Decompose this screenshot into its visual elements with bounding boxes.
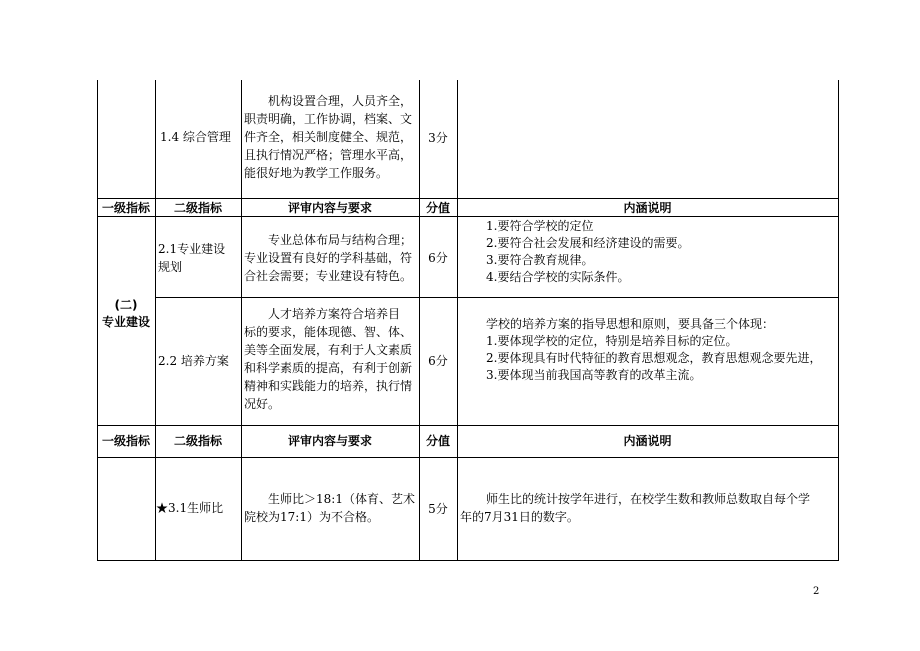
- level1-label: (二): [114, 298, 138, 312]
- content-line: 和科学素质的提高，有利于创新: [244, 361, 413, 375]
- notes-line: 4.要结合学校的实际条件。: [486, 270, 630, 284]
- content-line: 美等全面发展，有利于人文素质: [244, 343, 413, 357]
- level1-label: 专业建设: [101, 315, 150, 329]
- row-line: [97, 560, 839, 561]
- score: 6分: [428, 354, 448, 368]
- notes-line: 2.要体现具有时代特征的教育思想观念，教育思想观念要先进，: [486, 351, 822, 365]
- score: 6分: [428, 251, 448, 265]
- notes-line: 年的7月31日的数字。: [460, 510, 579, 524]
- content-line: 专业设置有良好的学科基础，符: [244, 251, 413, 265]
- notes-line: 3.要符合教育规律。: [486, 253, 594, 267]
- content-line: 机构设置合理，人员齐全，: [268, 94, 413, 108]
- level2-item: 规划: [158, 260, 183, 274]
- notes-line: 学校的培养方案的指导思想和原则，要具备三个体现：: [486, 317, 775, 331]
- content-line: 专业总体布局与结构合理；: [268, 233, 413, 247]
- header-level1: 一级指标: [101, 201, 150, 215]
- page-number: 2: [813, 586, 820, 597]
- content-line: 生师比＞18:1（体育、艺术: [268, 492, 415, 506]
- notes-line: 3.要体现当前我国高等教育的改革主流。: [486, 368, 702, 382]
- col-line: [838, 80, 839, 561]
- content-line: 能很好地为教学工作服务。: [244, 166, 389, 180]
- notes-line: 1.要符合学校的定位: [486, 219, 594, 233]
- level2-item: 2.2 培养方案: [158, 354, 229, 368]
- content-line: 合社会需要；专业建设有特色。: [244, 269, 413, 283]
- header-notes: 内涵说明: [623, 434, 672, 448]
- notes-line: 2.要符合社会发展和经济建设的需要。: [486, 236, 690, 250]
- header-notes: 内涵说明: [623, 201, 672, 215]
- content-line: 件齐全，相关制度健全、规范，: [244, 130, 413, 144]
- header-content: 评审内容与要求: [287, 434, 372, 448]
- score: 5分: [428, 502, 448, 516]
- notes-line: 师生比的统计按学年进行，在校学生数和教师总数取自每个学: [486, 492, 811, 506]
- score: 3分: [428, 131, 448, 145]
- level2-item: ★3.1生师比: [156, 501, 224, 515]
- level2-item: 1.4 综合管理: [160, 130, 231, 144]
- col-line: [241, 80, 242, 561]
- content-line: 人才培养方案符合培养目: [268, 307, 401, 321]
- content-line: 职责明确，工作协调，档案、文: [244, 112, 413, 126]
- content-line: 精神和实践能力的培养，执行情: [244, 379, 413, 393]
- row-line: [97, 457, 839, 458]
- content-line: 院校为17:1）为不合格。: [244, 510, 379, 524]
- content-line: 况好。: [244, 397, 281, 411]
- notes-line: 1.要体现学校的定位，特别是培养目标的定位。: [486, 334, 738, 348]
- header-level2: 二级指标: [173, 434, 222, 448]
- header-content: 评审内容与要求: [287, 201, 372, 215]
- header-level2: 二级指标: [173, 201, 222, 215]
- header-score: 分值: [425, 434, 450, 448]
- col-line: [155, 80, 156, 561]
- row-line: [155, 297, 839, 298]
- col-line: [457, 80, 458, 561]
- content-line: 且执行情况严格；管理水平高，: [244, 148, 413, 162]
- content-line: 标的要求，能体现德、智、体、: [244, 325, 413, 339]
- header-level1: 一级指标: [101, 434, 150, 448]
- level2-item: 2.1专业建设: [158, 242, 226, 256]
- row-line: [97, 425, 839, 426]
- header-score: 分值: [425, 201, 450, 215]
- col-line: [419, 80, 420, 561]
